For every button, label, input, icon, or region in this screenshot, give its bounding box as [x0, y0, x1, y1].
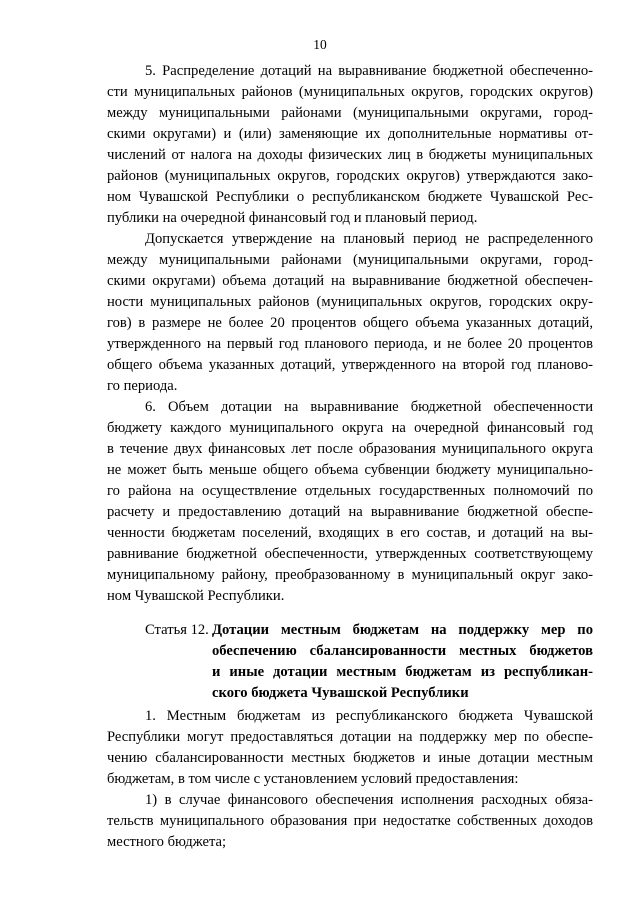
page-number: 10	[313, 37, 327, 52]
text-line: бюджетам, в том числе с установлением условий предоставления:	[107, 771, 519, 787]
text-line: не может быть меньше общего объема субвенции бюджету муниципально-	[107, 462, 593, 478]
text-line: Допускается утверждение на плановый период не распределенного	[145, 231, 593, 247]
text-line: между муниципальными районами (муниципальными округами, город-	[107, 252, 593, 268]
text-line: местного бюджета;	[107, 834, 227, 850]
text-line: ном Чувашской Республики о республиканском бюджете Чувашской Рес-	[107, 189, 593, 205]
text-line: сти муниципальных районов (муниципальных округов, городских округов)	[107, 84, 593, 100]
text-line: между муниципальными районами (муниципальными округами, город-	[107, 105, 593, 121]
text-line: районов (муниципальных округов, городских округов) утверждаются зако-	[107, 168, 593, 184]
article-title-line: ского бюджета Чувашской Республики	[212, 685, 469, 701]
text-line: бюджету каждого муниципального округа на очередной финансовый год	[107, 420, 593, 436]
text-line: 1. Местным бюджетам из республиканского бюджета Чувашской	[145, 708, 593, 724]
text-line: утвержденного на первый год планового периода, и не более 20 процентов	[107, 336, 593, 352]
text-line: 5. Распределение дотаций на выравнивание бюджетной обеспеченно-	[145, 63, 593, 79]
text-line: скими округами) и (или) заменяющие их дополнительные нормативы от-	[107, 126, 593, 142]
text-line: публики на очередной финансовый год и плановый период.	[107, 210, 478, 226]
text-line: в течение двух финансовых лет после образования муниципального округа	[107, 441, 593, 457]
text-line: чению сбалансированности местных бюджетов и иные дотации местным	[107, 750, 593, 766]
text-line: ченности бюджетам поселений, входящих в его состав, и дотаций на вы-	[107, 525, 593, 541]
text-line: муниципальному району, преобразованному в муниципальный округ зако-	[107, 567, 593, 583]
text-line: расчету и предоставлению дотаций на выравнивание бюджетной обеспе-	[107, 504, 593, 520]
text-line: 6. Объем дотации на выравнивание бюджетной обеспеченности	[145, 399, 593, 415]
text-line: числений от налога на доходы физических лиц в бюджеты муниципальных	[107, 147, 593, 163]
text-line: ном Чувашской Республики.	[107, 588, 285, 604]
article-title-line: и иные дотации местным бюджетам из республикан-	[212, 664, 593, 680]
text-line: тельств муниципального образования при недостатке собственных доходов	[107, 813, 593, 829]
text-line: го района на осуществление отдельных государственных полномочий по	[107, 483, 593, 499]
text-line: го периода.	[107, 378, 178, 394]
text-line: скими округами) объема дотаций на выравнивание бюджетной обеспечен-	[107, 273, 593, 289]
text-line: общего объема указанных дотаций, утвержденного на второй год планово-	[107, 357, 593, 373]
text-line: равнивание бюджетной обеспеченности, утвержденных соответствующему	[107, 546, 593, 562]
article-title-line: обеспечению сбалансированности местных бюджетов	[212, 643, 593, 659]
text-line: 1) в случае финансового обеспечения исполнения расходных обяза-	[145, 792, 593, 808]
text-line: ности муниципальных районов (муниципальных округов, городских окру-	[107, 294, 593, 310]
text-line: Республики могут предоставляться дотации на поддержку мер по обеспе-	[107, 729, 593, 745]
article-title-line: Дотации местным бюджетам на поддержку мер по	[212, 622, 593, 638]
text-line: гов) в размере не более 20 процентов общего объема указанных дотаций,	[107, 315, 593, 331]
article-label: Статья 12.	[145, 622, 209, 638]
